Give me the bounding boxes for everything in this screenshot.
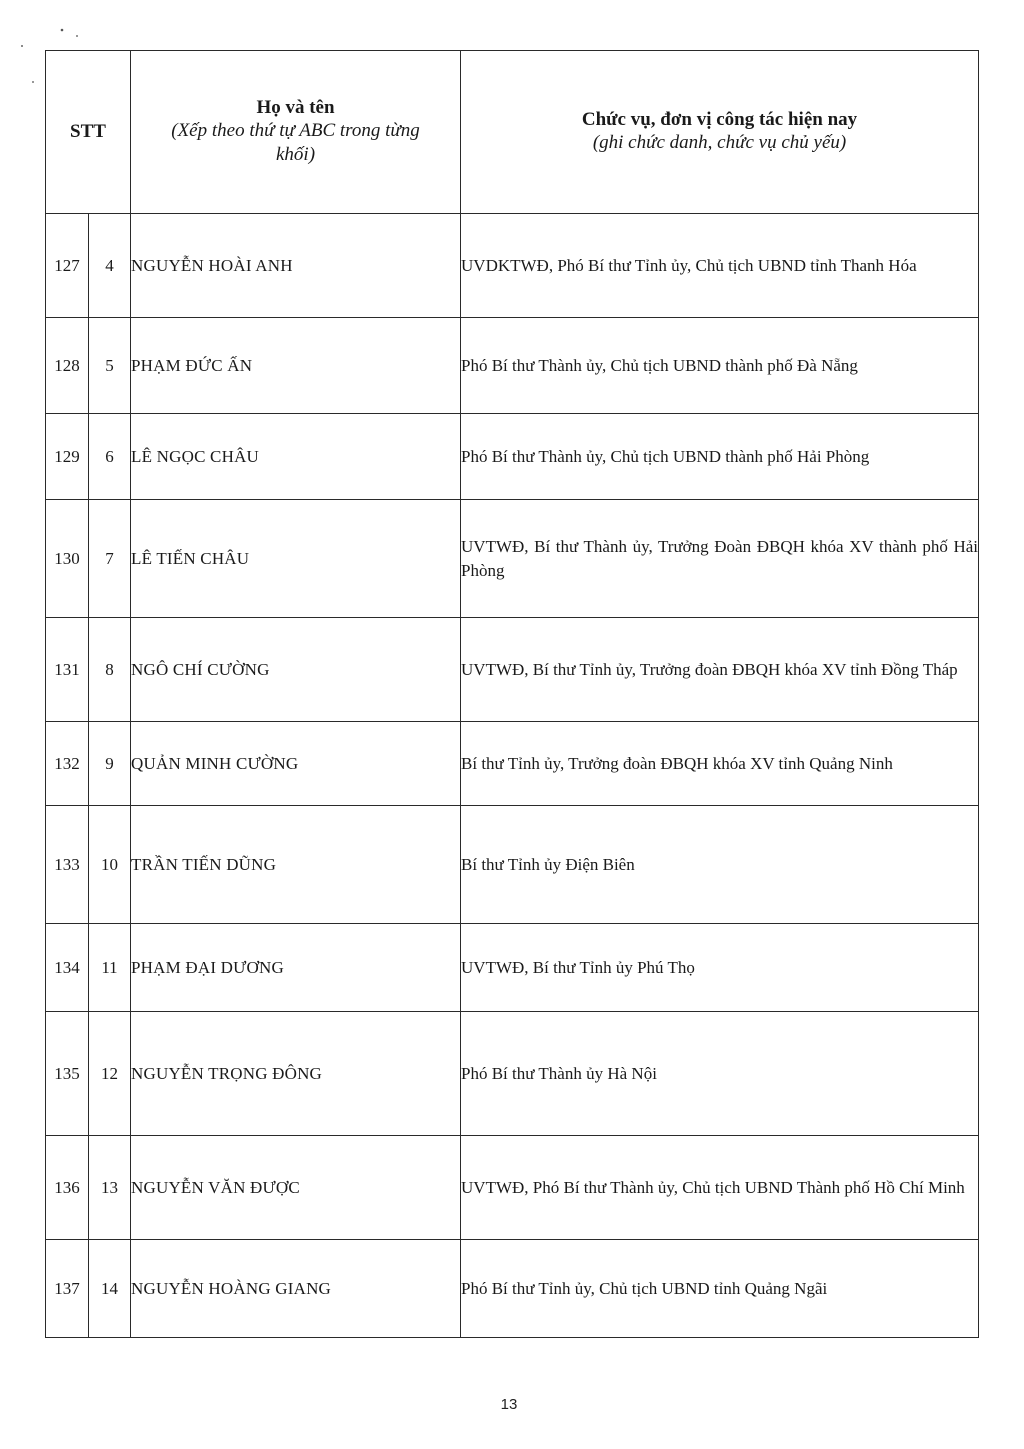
row-stt: 129 [46, 414, 89, 500]
row-position-text: Phó Bí thư Tỉnh ủy, Chủ tịch UBND tỉnh Quảng Ngãi [461, 1278, 828, 1298]
table-row [46, 500, 979, 618]
row-position-text: Phó Bí thư Thành ủy, Chủ tịch UBND thành phố Hải Phòng [461, 446, 870, 466]
row-position-text: Phó Bí thư Thành ủy Hà Nội [461, 1063, 657, 1083]
header-stt-label: STT [70, 121, 106, 142]
row-name: LÊ NGỌC CHÂU [131, 414, 461, 500]
row-position [461, 500, 979, 618]
header-name-title: Họ và tên [256, 97, 335, 118]
scan-speck [32, 81, 34, 83]
row-name: NGUYỄN VĂN ĐƯỢC [131, 1136, 461, 1240]
row-name: NGÔ CHÍ CƯỜNG [131, 618, 461, 722]
row-stt: 132 [46, 722, 89, 806]
row-stt: 134 [46, 924, 89, 1012]
row-name: NGUYỄN HOÀNG GIANG [131, 1240, 461, 1338]
row-name: TRẦN TIẾN DŨNG [131, 806, 461, 924]
personnel-table [45, 50, 979, 1338]
row-sub-stt: 8 [89, 618, 131, 722]
row-position-text: Bí thư Tỉnh ủy, Trưởng đoàn ĐBQH khóa XV tỉnh Quảng Ninh [461, 753, 893, 773]
row-position [461, 1240, 979, 1338]
row-position [461, 806, 979, 924]
row-sub-stt: 7 [89, 500, 131, 618]
row-position-text: UVDKTWĐ, Phó Bí thư Tỉnh ủy, Chủ tịch UBND tỉnh Thanh Hóa [461, 255, 917, 275]
row-position [461, 924, 979, 1012]
scan-speck [61, 29, 64, 32]
row-position [461, 1136, 979, 1240]
row-stt: 130 [46, 500, 89, 618]
table-row [46, 414, 979, 500]
table-row [46, 618, 979, 722]
row-name: QUẢN MINH CƯỜNG [131, 722, 461, 806]
row-name: NGUYỄN HOÀI ANH [131, 214, 461, 318]
header-position [461, 51, 979, 214]
row-stt: 127 [46, 214, 89, 318]
row-position-text: UVTWĐ, Bí thư Tỉnh ủy Phú Thọ [461, 957, 695, 977]
row-sub-stt: 10 [89, 806, 131, 924]
row-sub-stt: 12 [89, 1012, 131, 1136]
row-position [461, 318, 979, 414]
header-position-title: Chức vụ, đơn vị công tác hiện nay [581, 109, 858, 130]
header-position-note: (ghi chức danh, chức vụ chủ yếu) [592, 132, 847, 153]
row-position-text: Phó Bí thư Thành ủy, Chủ tịch UBND thành phố Đà Nẵng [461, 355, 858, 375]
header-stt [46, 51, 131, 214]
table-row [46, 1136, 979, 1240]
row-position-text: Bí thư Tỉnh ủy Điện Biên [461, 854, 635, 874]
table-row [46, 1240, 979, 1338]
row-position [461, 214, 979, 318]
row-stt: 135 [46, 1012, 89, 1136]
row-stt: 136 [46, 1136, 89, 1240]
page-number: 13 [500, 1396, 518, 1413]
table-row [46, 806, 979, 924]
table-row [46, 214, 979, 318]
table-row [46, 318, 979, 414]
row-position-text: UVTWĐ, Bí thư Thành ủy, Trưởng Đoàn ĐBQH khóa XV thành phố Hải Phòng [461, 536, 979, 580]
row-position [461, 618, 979, 722]
row-sub-stt: 5 [89, 318, 131, 414]
table-row [46, 722, 979, 806]
row-position [461, 722, 979, 806]
row-sub-stt: 6 [89, 414, 131, 500]
scan-speck [21, 45, 23, 47]
table-row [46, 924, 979, 1012]
row-sub-stt: 4 [89, 214, 131, 318]
table-row [46, 1012, 979, 1136]
scan-speck [76, 35, 78, 37]
row-sub-stt: 14 [89, 1240, 131, 1338]
row-stt: 128 [46, 318, 89, 414]
row-stt: 131 [46, 618, 89, 722]
row-name: PHẠM ĐỨC ẤN [131, 318, 461, 414]
table-header-row [46, 51, 979, 214]
row-name: PHẠM ĐẠI DƯƠNG [131, 924, 461, 1012]
row-sub-stt: 9 [89, 722, 131, 806]
header-name-note: (Xếp theo thứ tự ABC trong từng khối) [171, 120, 420, 165]
row-name: LÊ TIẾN CHÂU [131, 500, 461, 618]
row-position [461, 1012, 979, 1136]
row-sub-stt: 13 [89, 1136, 131, 1240]
row-stt: 133 [46, 806, 89, 924]
row-position [461, 414, 979, 500]
row-stt: 137 [46, 1240, 89, 1338]
header-name [131, 51, 461, 214]
row-position-text: UVTWĐ, Bí thư Tỉnh ủy, Trưởng đoàn ĐBQH khóa XV tỉnh Đồng Tháp [461, 659, 958, 679]
row-sub-stt: 11 [89, 924, 131, 1012]
row-position-text: UVTWĐ, Phó Bí thư Thành ủy, Chủ tịch UBND Thành phố Hồ Chí Minh [461, 1177, 965, 1197]
row-name: NGUYỄN TRỌNG ĐÔNG [131, 1012, 461, 1136]
